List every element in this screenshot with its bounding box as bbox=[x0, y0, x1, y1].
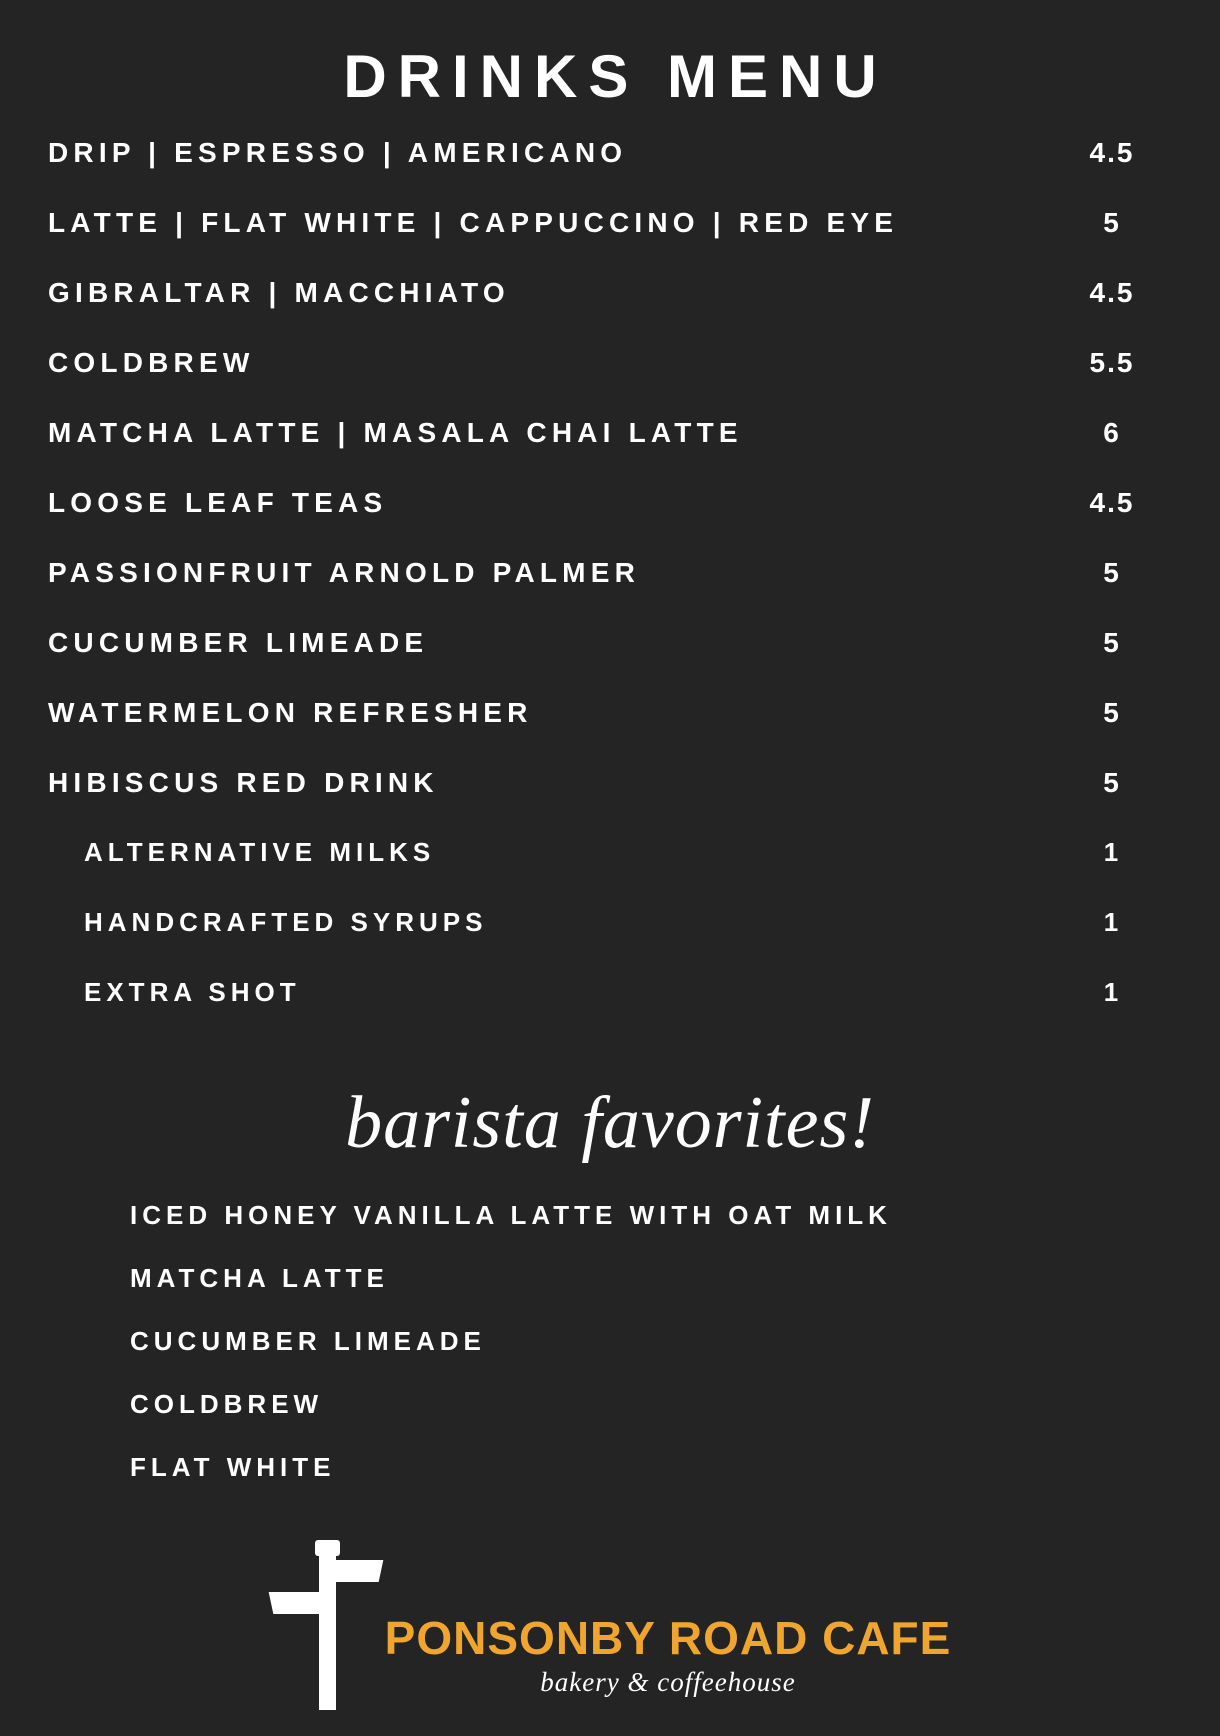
barista-favorites-list bbox=[130, 1184, 1220, 1499]
menu-item-row bbox=[48, 977, 1172, 1047]
menu-item-row bbox=[48, 347, 1172, 417]
menu-item-name: MATCHA LATTE | MASALA CHAI LATTE bbox=[48, 417, 743, 448]
menu-item-price: 1 bbox=[1103, 977, 1121, 1007]
menu-item-price: 5 bbox=[1103, 557, 1121, 588]
logo-name: PONSONBY ROAD CAFE bbox=[384, 1612, 952, 1664]
menu-item-row bbox=[48, 207, 1172, 277]
menu-item-name: COLDBREW bbox=[48, 347, 255, 378]
menu-item-price: 5 bbox=[1103, 207, 1121, 238]
menu-item-row bbox=[48, 837, 1172, 907]
menu-item-price: 4.5 bbox=[1089, 487, 1135, 518]
cafe-logo bbox=[0, 1540, 1220, 1710]
signpost-icon bbox=[269, 1540, 379, 1710]
barista-favorites-heading: barista favorites! bbox=[345, 1082, 875, 1164]
menu-item-name: HIBISCUS RED DRINK bbox=[48, 767, 439, 798]
logo-text bbox=[384, 1612, 952, 1710]
menu-item-price: 1 bbox=[1103, 907, 1121, 937]
menu-item-row bbox=[48, 697, 1172, 767]
menu-item-price: 4.5 bbox=[1089, 137, 1135, 168]
menu-item-price: 5 bbox=[1103, 627, 1121, 658]
menu-item-price: 6 bbox=[1103, 417, 1121, 448]
menu-item-row bbox=[48, 137, 1172, 207]
menu-item-row bbox=[48, 627, 1172, 697]
favorite-item: CUCUMBER LIMEADE bbox=[130, 1326, 486, 1356]
menu-item-row bbox=[48, 907, 1172, 977]
menu-item-price: 5 bbox=[1103, 767, 1121, 798]
menu-item-price: 5 bbox=[1103, 697, 1121, 728]
menu-item-name: GIBRALTAR | MACCHIATO bbox=[48, 277, 510, 308]
menu-item-row bbox=[48, 487, 1172, 557]
menu-item-name: EXTRA SHOT bbox=[84, 977, 301, 1007]
menu-item-name: HANDCRAFTED SYRUPS bbox=[84, 907, 488, 937]
favorite-item: COLDBREW bbox=[130, 1389, 324, 1419]
page-title: DRINKS MENU bbox=[343, 43, 888, 110]
menu-item-price: 1 bbox=[1103, 837, 1121, 867]
menu-item-price: 5.5 bbox=[1089, 347, 1135, 378]
menu-item-name: LATTE | FLAT WHITE | CAPPUCCINO | RED EYE bbox=[48, 207, 899, 238]
menu-item-row bbox=[48, 277, 1172, 347]
favorite-item: FLAT WHITE bbox=[130, 1452, 336, 1482]
menu-item-name: DRIP | ESPRESSO | AMERICANO bbox=[48, 137, 628, 168]
menu-item-name: PASSIONFRUIT ARNOLD PALMER bbox=[48, 557, 641, 588]
menu-item-name: LOOSE LEAF TEAS bbox=[48, 487, 388, 518]
menu-item-row bbox=[48, 417, 1172, 487]
menu-item-name: WATERMELON REFRESHER bbox=[48, 697, 533, 728]
favorite-item: MATCHA LATTE bbox=[130, 1263, 389, 1293]
drinks-menu-list bbox=[48, 137, 1172, 1047]
menu-item-price: 4.5 bbox=[1089, 277, 1135, 308]
menu-item-row bbox=[48, 557, 1172, 627]
menu-item-name: ALTERNATIVE MILKS bbox=[84, 837, 436, 867]
menu-item-row bbox=[48, 767, 1172, 837]
logo-tagline: bakery & coffeehouse bbox=[540, 1667, 796, 1697]
favorite-item: ICED HONEY VANILLA LATTE WITH OAT MILK bbox=[130, 1200, 892, 1230]
menu-item-name: CUCUMBER LIMEADE bbox=[48, 627, 429, 658]
